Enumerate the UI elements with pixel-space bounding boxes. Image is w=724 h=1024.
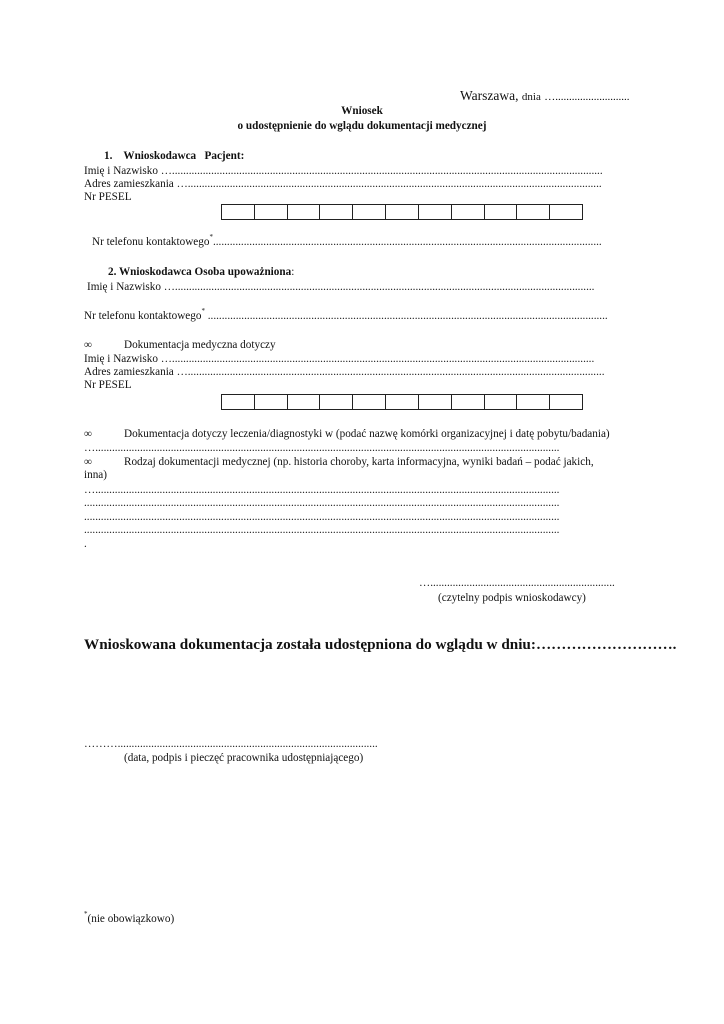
pesel-cell[interactable] <box>353 205 386 219</box>
pesel-cell[interactable] <box>517 205 550 219</box>
place: Warszawa, <box>460 88 519 103</box>
section4-line <box>84 428 610 440</box>
section1-phone-field[interactable]: ........................................................................................................................................... <box>212 236 602 248</box>
pesel-cell[interactable] <box>386 205 419 219</box>
bullet-icon: ∞ <box>84 339 92 351</box>
access-signature-field[interactable]: ………............................................................................................. <box>84 738 378 750</box>
footnote-marker: * <box>84 910 88 918</box>
section1-role: Pacjent: <box>204 150 245 162</box>
section2-heading-line <box>108 266 294 278</box>
pesel-cell[interactable] <box>320 205 353 219</box>
section3-heading: Dokumentacja medyczna dotyczy <box>124 339 276 351</box>
section1-number: 1. <box>104 150 113 162</box>
document-subtitle: o udostępnienie do wglądu dokumentacji medycznej <box>237 120 487 132</box>
section1-pesel-grid[interactable] <box>221 204 583 220</box>
section1-pesel-label: Nr PESEL <box>84 191 132 203</box>
access-statement: Wnioskowana dokumentacja została udostępniona do wglądu w dniu:………………………. <box>84 636 677 653</box>
footnote-text: (nie obowiązkowo) <box>87 913 175 925</box>
pesel-cell[interactable] <box>222 395 255 409</box>
section5-dots-field-3[interactable]: .......................................................................................................................................................................... <box>84 511 560 523</box>
section1-phone-label: Nr telefonu kontaktowego <box>92 236 210 248</box>
section3-pesel-grid[interactable] <box>221 394 583 410</box>
section5-final-dot: . <box>84 538 87 550</box>
place-date-line <box>460 88 629 104</box>
section2-phone-line <box>84 307 608 322</box>
section4-dots-field[interactable]: …...................................................................................................................................................................... <box>84 442 560 454</box>
section2-colon: : <box>291 266 295 278</box>
signature-field[interactable]: ….................................................................. <box>419 577 615 589</box>
section3-heading-line <box>84 339 276 351</box>
section1-heading <box>104 150 244 162</box>
access-signature-label: (data, podpis i pieczęć pracownika udostępniającego) <box>124 752 364 764</box>
section2-name-field[interactable]: Imię i Nazwisko …...................................................................................................................................................... <box>87 281 595 293</box>
section5-dots-field-1[interactable]: …...................................................................................................................................................................... <box>84 484 560 496</box>
pesel-cell[interactable] <box>452 395 485 409</box>
pesel-cell[interactable] <box>452 205 485 219</box>
section1-name-field[interactable]: Imię i Nazwisko ….......................................................................................................................................................... <box>84 165 603 177</box>
section5-dots-field-2[interactable]: .......................................................................................................................................................................... <box>84 497 560 509</box>
pesel-cell[interactable] <box>550 205 582 219</box>
section3-address-field[interactable]: Adres zamieszkania …..................................................................................................................................................... <box>84 366 605 378</box>
section5-text-line1: Rodzaj dokumentacji medycznej (np. historia choroby, karta informacyjna, wyniki badań – podać jakich, <box>124 456 594 468</box>
section5-dots-field-4[interactable]: .......................................................................................................................................................................... <box>84 524 560 536</box>
section1-heading-text: Wnioskodawca <box>123 150 197 162</box>
pesel-cell[interactable] <box>386 395 419 409</box>
section2-heading: 2. Wnioskodawca Osoba upoważniona <box>108 266 292 278</box>
section2-phone-label: Nr telefonu kontaktowego <box>84 310 202 322</box>
bullet-icon: ∞ <box>84 428 92 440</box>
pesel-cell[interactable] <box>288 205 321 219</box>
signature-label: (czytelny podpis wnioskodawcy) <box>438 592 586 604</box>
section5-text-line2: inna) <box>84 469 107 481</box>
pesel-cell[interactable] <box>485 395 518 409</box>
pesel-cell[interactable] <box>255 205 288 219</box>
footnote-mark: * <box>201 307 205 315</box>
pesel-cell[interactable] <box>320 395 353 409</box>
section4-text: Dokumentacja dotyczy leczenia/diagnostyki w (podać nazwę komórki organizacyjnej i datę pobytu/badania) <box>124 428 610 440</box>
pesel-cell[interactable] <box>255 395 288 409</box>
pesel-cell[interactable] <box>288 395 321 409</box>
section1-address-field[interactable]: Adres zamieszkania ….................................................................................................................................................... <box>84 178 602 190</box>
section5-line1 <box>84 456 594 468</box>
bullet-icon: ∞ <box>84 456 92 468</box>
pesel-cell[interactable] <box>353 395 386 409</box>
date-label: dnia <box>521 91 541 103</box>
pesel-cell[interactable] <box>419 395 452 409</box>
date-field[interactable]: …........................... <box>544 91 630 103</box>
pesel-cell[interactable] <box>419 205 452 219</box>
pesel-cell[interactable] <box>222 205 255 219</box>
pesel-cell[interactable] <box>485 205 518 219</box>
document-title: Wniosek <box>341 105 383 117</box>
section1-phone-line <box>92 233 602 248</box>
pesel-cell[interactable] <box>517 395 550 409</box>
section2-phone-field[interactable]: ............................................................................................................................................... <box>207 310 608 322</box>
section3-name-field[interactable]: Imię i Nazwisko …....................................................................................................................................................... <box>84 353 595 365</box>
footnote-mark: * <box>209 233 213 241</box>
footnote <box>84 910 175 925</box>
section3-pesel-label: Nr PESEL <box>84 379 132 391</box>
pesel-cell[interactable] <box>550 395 582 409</box>
